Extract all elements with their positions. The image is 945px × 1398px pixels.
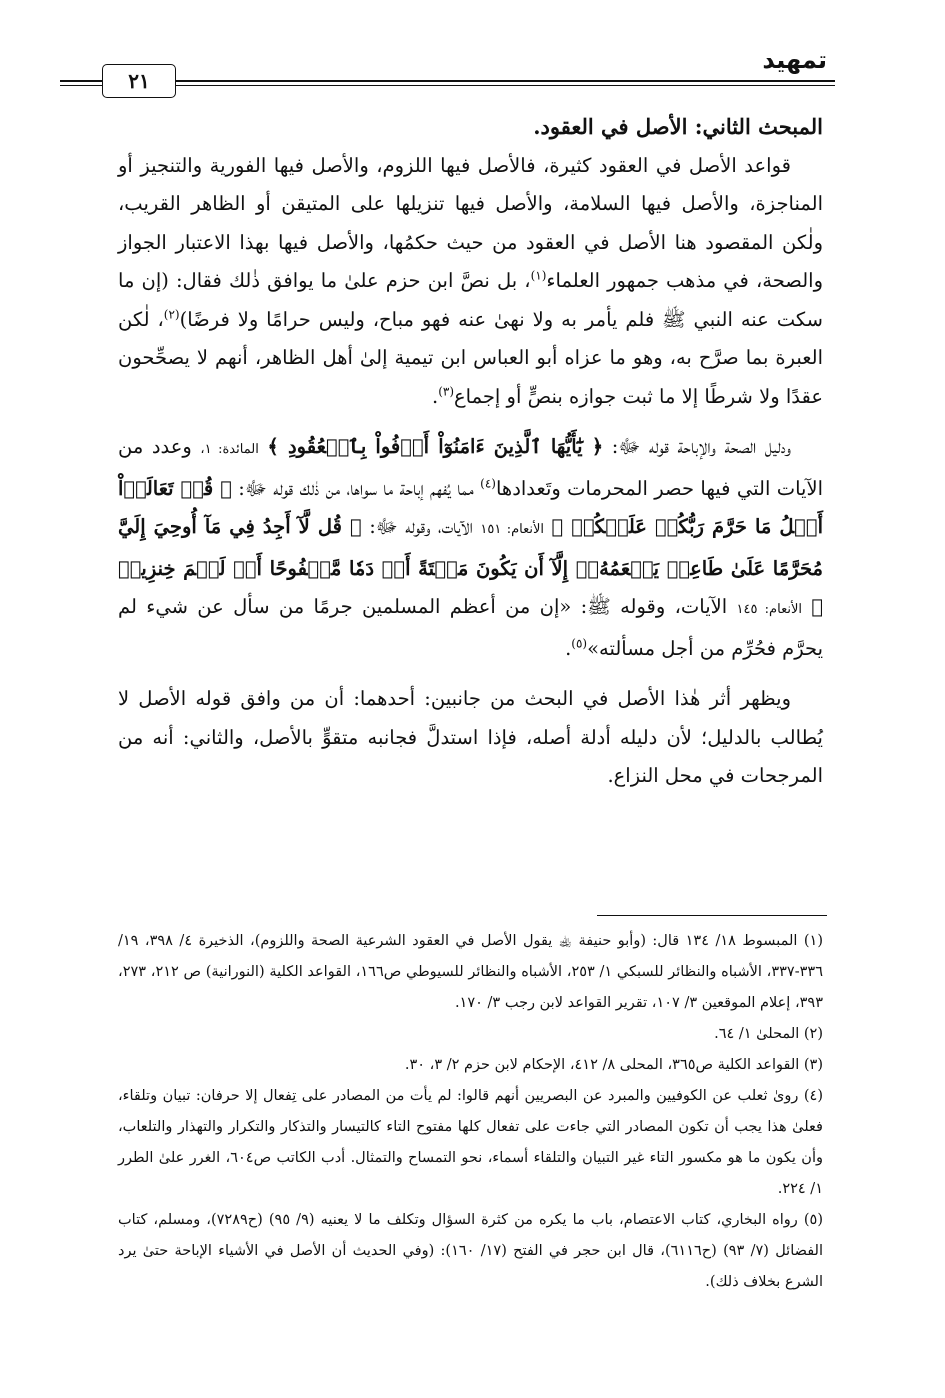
footnote-marker: (٢) (163, 307, 180, 321)
paragraph-1 (118, 147, 823, 417)
footnote-marker: (٤) (480, 476, 496, 490)
page-number: ٢١ (102, 64, 176, 98)
paragraph-2 (118, 428, 823, 668)
paragraph-1-text: ، بل نصَّ ابن حزم علىٰ ما يوافق ذٰلك فقال: (إن ما سكت عنه النبي ﷺ فلم يأمر به ولا نهىٰ عنه فهو مباح، وليس حرامًا ولا فرضًا) (118, 269, 823, 331)
section-title: المبحث الثاني: الأصل في العقود. (533, 114, 823, 139)
verse-reference: الأنعام: ١٤٥ (736, 602, 802, 617)
footnote-5: (٥) رواه البخاري، كتاب الاعتصام، باب ما يكره من كثرة السؤال وتكلف ما لا يعنيه (٩/ ٩٥) (ح٧٢٨٩)، ومسلم، كتاب الفضائل (٧/ ٩٣) (ح٦١١٦)، قال ابن حجر في الفتح (١٧/ ١٦٠): (وفي الحديث أن الأصل في الأشياء الإباحة حتىٰ يرد الشرع بخلاف ذلك). (118, 1212, 823, 1290)
header-rule (60, 80, 835, 82)
quran-verse: ﴿ قُلۡ تَعَالَوۡاْ أَتۡلُ مَا حَرَّمَ رَبُّكُمۡ عَلَيۡكُمۡ ﴾ (118, 476, 823, 538)
paragraph-2-text: وعدد من الآيات التي فيها حصر المحرمات وتَعدادها (118, 435, 824, 500)
footnote-2: (٢) المحلىٰ ١/ ٦٤. (714, 1026, 823, 1042)
header-rule-thin (60, 85, 835, 86)
paragraph-2-end: . (565, 636, 572, 660)
footnote-3: (٣) القواعد الكلية ص٣٦٥، المحلى ٨/ ٤١٢، الإحكام لابن حزم ٢/ ٣، ٣٠. (404, 1057, 823, 1073)
footnote-separator (597, 915, 827, 916)
footnote-marker: (١) (530, 268, 547, 283)
footnote-1: (١) المبسوط ١٨/ ١٣٤ قال: (وأبو حنيفة ﵀ يقول الأصل في العقود الشرعية الصحة واللزوم)، الذخيرة ٤/ ٣٩٨، ١٩/ ٣٣٦-٣٣٧، الأشباه والنظائر للسبكي ١/ ٢٥٣، الأشباه والنظائر للسيوطي ص١٦٦، القواعد الكلية (النورانية) ص ٢١٢، ٢٧٣، ٣٩٣، إعلام الموقعين ٣/ ١٠٧، تقرير القواعد لابن رجب ٣/ ١٧٠. (118, 933, 823, 1011)
footnote-4: (٤) روىٰ ثعلب عن الكوفيين والمبرد عن البصريين أنهم قالوا: لم يأت من المصادر على تِفعال إلا حرفان: تبيان وتلقاء، فعلىٰ هذا يجب أن تكون المصادر التي جاءت على تفعال كلها مفتوح التاء كالتيسار والتذكار والتكرار والتهذار والتلعاب، وأن يكون ما هو مكسور التاء غير التبيان والتلقاء أسماء، نحو التمساح والتمثال. أدب الكاتب ص٦٠٤، الغرر علىٰ الطرر ١/ ٢٢٤. (118, 1088, 823, 1197)
footnote-marker: (٣) (438, 384, 455, 398)
paragraph-2-text: ودليل الصحة والإباحة قوله ﷻ: (611, 435, 791, 458)
quran-verse: ﴿ يَٰٓأَيُّهَا ٱلَّذِينَ ءَامَنُوٓاْ أَوۡفُواْ بِٱلۡعُقُودِ ﴾ (267, 435, 604, 458)
paragraph-2-text: مما يُفهم إباحة ما سواها، من ذٰلك قوله ﷻ: (238, 476, 474, 500)
footnote-marker: (٥) (571, 636, 588, 650)
main-text (118, 108, 823, 796)
paragraph-3: ويظهر أثر هٰذا الأصل في البحث من جانبين: أحدهما: أن من وافق قوله الأصل لا يُطالب بالدليل؛ لأن دليله أدلة أصله، فإذا استدلَّ فجانبه متقوٍّ بالأصل، والثاني: أنه من المرجحات في محل النزاع. (118, 687, 823, 787)
verse-reference: المائدة: ١، (200, 442, 259, 457)
quran-verse: ﴿ قُل لَّآ أَجِدُ فِي مَآ أُوحِيَ إِلَيَّ مُحَرَّمًا عَلَىٰ طَاعِمٖ يَطۡعَمُهُۥٓ إِلَّآ أَن يَكُونَ مَيۡتَةً أَوۡ دَمٗا مَّسۡفُوحًا أَوۡ لَحۡمَ خِنزِيرٖ ﴾ (118, 515, 824, 618)
running-header-title: تمهيد (762, 46, 827, 74)
paragraph-2-text: الآيات، وقوله ﷺ: «إن من أعظم المسلمين جرمًا من سأل عن شيء لم يحرَّم فحُرِّم من أجل مسألته» (118, 595, 823, 660)
footnotes (118, 926, 823, 1298)
verse-reference: الأنعام: ١٥١ (480, 522, 545, 537)
paragraph-1-text: قواعد الأصل في العقود كثيرة، فالأصل فيها اللزوم، والأصل فيها الفورية والتنجيز أو المناجزة، والأصل فيها السلامة، والأصل فيها تنزيلها على المتيقن أو الظاهر القريب، ولٰكن المقصود هنا الأصل في العقود من حيث حكمُها، والأصل فيها بهذا الاعتبار الجواز والصحة، في مذهب جمهور العلماء (118, 153, 823, 292)
paragraph-2-text: الآيات، وقوله ﷻ: (369, 515, 473, 538)
paragraph-1-text: ، لٰكن العبرة بما صرَّح به، وهو ما عزاه أبو العباس ابن تيمية إلىٰ أهل الظاهر، أنهم لا يصحِّحون عقدًا ولا شرطًا إلا ما ثبت جوازه بنصٍّ أو إجماع (118, 307, 823, 408)
paragraph-1-end: . (432, 384, 439, 408)
